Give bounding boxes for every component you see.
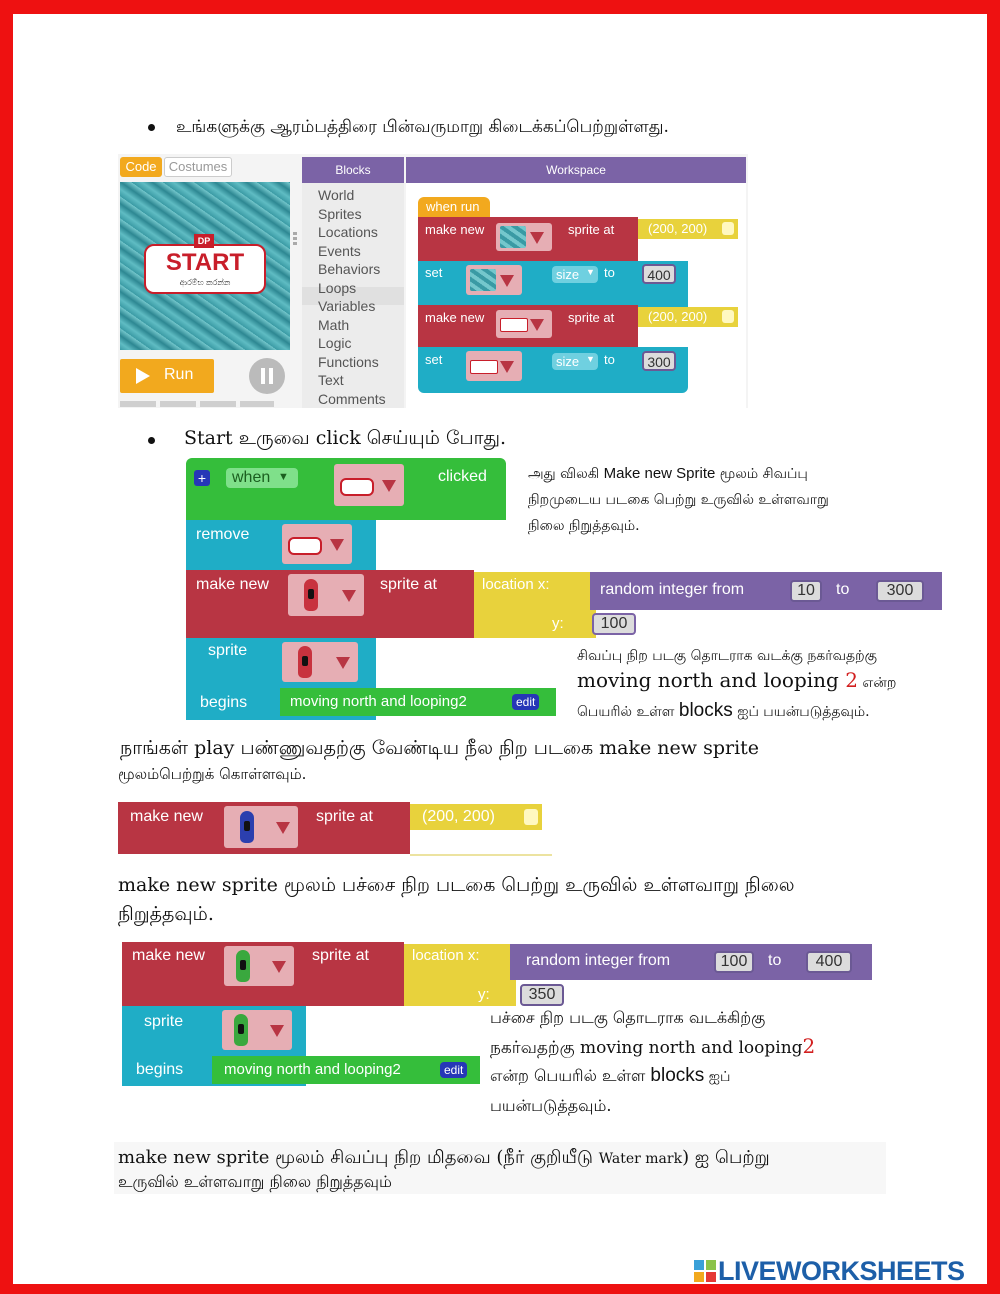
to-label: to [604, 265, 615, 280]
make-new-label: make new [130, 808, 203, 825]
random-integer-label: random integer from [600, 581, 745, 598]
section4-line1: make new sprite மூலம் பச்சை நிற படகை பெற்று உருவில் உள்ளவாறு நிலை [118, 874, 795, 896]
lightbulb-icon [722, 310, 734, 323]
category-variables[interactable]: Variables [318, 298, 376, 314]
section5-line2: உருவில் உள்ளவாறு நிலை நிறுத்தவும் [118, 1172, 392, 1191]
y-label: y: [552, 615, 564, 632]
note3-line4: பயன்படுத்தவும். [490, 1096, 612, 1115]
sprite-dropdown[interactable] [496, 310, 552, 338]
chevron-down-icon [500, 275, 514, 287]
note1-line1: அது விலகி Make new Sprite மூலம் சிவப்பு [528, 465, 808, 482]
start-sprite[interactable] [144, 236, 266, 294]
when-run-block[interactable] [418, 197, 490, 217]
size-value-2[interactable]: 300 [642, 351, 676, 371]
note1-line2: நிறமுடைய படகை பெற்று உருவில் உள்ளவாறு [528, 492, 829, 508]
chevron-down-icon [276, 822, 290, 834]
location-x-label: location x: [482, 576, 550, 593]
category-behaviors[interactable]: Behaviors [318, 261, 381, 277]
category-comments[interactable]: Comments [318, 390, 386, 407]
set-block-1[interactable] [418, 261, 688, 307]
run-button[interactable] [120, 359, 214, 393]
when-dropdown[interactable] [226, 468, 298, 488]
resize-handle[interactable] [293, 232, 297, 246]
y-value[interactable]: 100 [592, 613, 636, 635]
category-loops[interactable]: Loops [318, 279, 357, 296]
behavior-block-green[interactable] [212, 1056, 480, 1084]
random-from-value[interactable]: 100 [714, 951, 754, 973]
y-value[interactable]: 350 [520, 984, 564, 1006]
category-logic[interactable]: Logic [318, 335, 352, 351]
start-sprite-thumb [500, 318, 528, 332]
random-to-value[interactable]: 300 [876, 580, 924, 602]
bullet [148, 437, 155, 444]
chevron-down-icon [530, 232, 544, 244]
run-label: Run [164, 366, 194, 383]
sprite-dropdown[interactable] [224, 806, 298, 848]
location-block-1[interactable] [638, 219, 738, 239]
size-value-1[interactable]: 400 [642, 264, 676, 284]
start-badge-top: DP [194, 234, 214, 248]
sprite-dropdown[interactable] [282, 524, 352, 564]
category-list-items [318, 186, 386, 408]
category-sprites[interactable]: Sprites [318, 205, 362, 222]
green-boat-thumb [234, 1014, 248, 1046]
size-dropdown[interactable] [552, 266, 598, 283]
start-badge-word: START [165, 249, 245, 276]
chevron-down-icon [270, 1025, 284, 1037]
category-events[interactable]: Events [318, 242, 361, 259]
to-label: to [836, 581, 850, 598]
note3-line1: பச்சை நிற படகு தொடராக வடக்கிற்கு [490, 1008, 766, 1027]
editor-screenshot [118, 154, 748, 408]
logo-text: LIVEWORKSHEETS [718, 1256, 965, 1286]
note1-line3: நிலை நிறுத்தவும். [528, 518, 640, 534]
note2-line2: moving north and looping 2 என்ற [577, 668, 897, 692]
sprite-dropdown[interactable] [222, 1010, 292, 1050]
behavior-label: moving north and looping2 [224, 1061, 401, 1078]
blue-boat-thumb [240, 811, 254, 843]
stage[interactable] [120, 182, 290, 350]
when-run-label: when run [426, 199, 480, 214]
divider [410, 854, 552, 856]
chevron-down-icon [530, 319, 544, 331]
begins-label: begins [136, 1061, 184, 1078]
sprite-dropdown[interactable] [288, 574, 364, 616]
note3-line3: என்ற பெயரில் உள்ள blocks ஐப் [490, 1065, 731, 1086]
tab-code[interactable]: Code [120, 157, 162, 177]
chevron-down-icon [500, 361, 514, 373]
location-x-label: location x: [412, 947, 480, 964]
location-block-blue[interactable] [410, 804, 542, 830]
make-new-random-block[interactable] [186, 570, 474, 638]
random-integer-label: random integer from [526, 952, 671, 969]
play-icon [136, 368, 150, 384]
workspace-header: Workspace [406, 157, 746, 183]
location-xy-block[interactable] [474, 572, 596, 638]
set-label: set [425, 352, 443, 367]
size-dropdown[interactable] [552, 353, 598, 370]
intro-text: உங்களுக்கு ஆரம்பத்திரை பின்வருமாறு கிடைக்கப்பெற்றுள்ளது. [176, 117, 669, 137]
plus-button[interactable]: + [194, 470, 210, 486]
note2-line1: சிவப்பு நிற படகு தொடராக வடக்கு நகர்வதற்கு [577, 648, 877, 664]
sprite-dropdown[interactable] [334, 464, 404, 506]
to-label: to [768, 952, 782, 969]
y-label: y: [478, 986, 490, 1003]
tab-costumes[interactable]: Costumes [164, 157, 232, 177]
section4-line2: நிறுத்தவும். [118, 903, 214, 925]
stage-toolbar [120, 401, 274, 407]
make-new-label: make new [196, 576, 269, 593]
section3-line2: மூலம்பெற்றுக் கொள்ளவும். [118, 765, 307, 783]
pause-icon [261, 368, 265, 384]
clicked-label: clicked [438, 468, 487, 485]
remove-block[interactable] [186, 520, 376, 570]
bullet [148, 124, 155, 131]
when-label: when [232, 469, 271, 486]
location-value: (200, 200) [422, 808, 495, 825]
sprite-label: sprite [144, 1013, 184, 1030]
size-label: size [556, 267, 580, 282]
water-sprite-thumb [470, 269, 496, 291]
sprite-at-label: sprite at [568, 222, 615, 237]
chevron-down-icon: ▼ [586, 267, 595, 277]
chevron-down-icon: ▼ [586, 354, 595, 364]
category-world[interactable]: World [318, 187, 355, 203]
remove-label: remove [196, 526, 250, 543]
note3-line2: நகர்வதற்கு moving north and looping2 [490, 1034, 816, 1058]
category-text[interactable]: Text [318, 372, 344, 388]
sprite-dropdown[interactable] [282, 642, 358, 682]
set-block-2[interactable] [418, 347, 688, 393]
make-new-label: make new [132, 947, 205, 964]
category-functions[interactable]: Functions [318, 353, 379, 370]
logo-icon [694, 1260, 716, 1282]
red-boat-thumb [298, 646, 312, 678]
chevron-down-icon [336, 657, 350, 669]
make-new-label: make new [425, 310, 485, 325]
lightbulb-icon [722, 222, 734, 235]
pause-button[interactable] [249, 358, 285, 394]
sprite-dropdown[interactable] [466, 351, 522, 381]
chevron-down-icon [272, 961, 286, 973]
to-label: to [604, 352, 615, 367]
start-sprite-thumb [470, 360, 498, 374]
when-clicked-block[interactable] [186, 458, 506, 520]
behavior-block[interactable] [280, 688, 556, 716]
sprite-at-label: sprite at [312, 947, 369, 964]
sprite-at-label: sprite at [568, 310, 615, 325]
start-badge-sub: ආරම්භ කරන්න [179, 278, 231, 287]
behavior-label: moving north and looping2 [290, 693, 467, 710]
chevron-down-icon [342, 590, 356, 602]
random-integer-block-green[interactable] [510, 944, 872, 980]
location-block-2[interactable] [638, 307, 738, 327]
location-value: (200, 200) [648, 309, 708, 324]
begins-label: begins [200, 694, 248, 711]
size-label: size [556, 354, 580, 369]
sprite-dropdown[interactable] [224, 946, 294, 986]
sprite-dropdown[interactable] [496, 223, 552, 251]
set-label: set [425, 265, 443, 280]
make-new-blue-block[interactable] [118, 802, 410, 854]
section3-line1: நாங்கள் play பண்ணுவதற்கு வேண்டிய நீல நிற படகை make new sprite [120, 737, 760, 759]
location-xy-block-green[interactable] [404, 944, 516, 1006]
category-math[interactable]: Math [318, 316, 350, 333]
edit-button[interactable]: edit [512, 694, 539, 710]
sprite-dropdown[interactable] [466, 265, 522, 295]
make-new-green-block[interactable] [122, 942, 404, 1006]
start-sprite-thumb [288, 537, 322, 555]
sprite-at-label: sprite at [380, 576, 437, 593]
chevron-down-icon: ▼ [278, 471, 289, 483]
lightbulb-icon [524, 809, 538, 825]
blocks-header: Blocks [302, 157, 404, 183]
red-boat-thumb [304, 579, 318, 611]
section5-line1: make new sprite மூலம் சிவப்பு நிற மிதவை (நீர் குறியீடு Water mark) ஐ பெற்று [118, 1147, 770, 1168]
sprite-label: sprite [208, 642, 248, 659]
random-integer-block[interactable] [590, 572, 942, 610]
sprite-at-label: sprite at [316, 808, 373, 825]
random-to-value[interactable]: 400 [806, 951, 852, 973]
section2-text: Start உருவை click செய்யும் போது. [184, 427, 507, 449]
make-new-block-1[interactable] [418, 217, 638, 261]
chevron-down-icon [382, 480, 396, 492]
location-value: (200, 200) [648, 221, 708, 236]
edit-button[interactable]: edit [440, 1062, 467, 1078]
water-sprite-thumb [500, 226, 526, 248]
make-new-block-2[interactable] [418, 305, 638, 349]
chevron-down-icon [330, 539, 344, 551]
note2-line3: பெயரில் உள்ள blocks ஐப் பயன்படுத்தவும். [577, 700, 870, 721]
random-from-value[interactable]: 10 [790, 580, 822, 602]
start-sprite-thumb [340, 478, 374, 496]
make-new-label: make new [425, 222, 485, 237]
category-locations[interactable]: Locations [318, 224, 378, 240]
green-boat-thumb [236, 950, 250, 982]
